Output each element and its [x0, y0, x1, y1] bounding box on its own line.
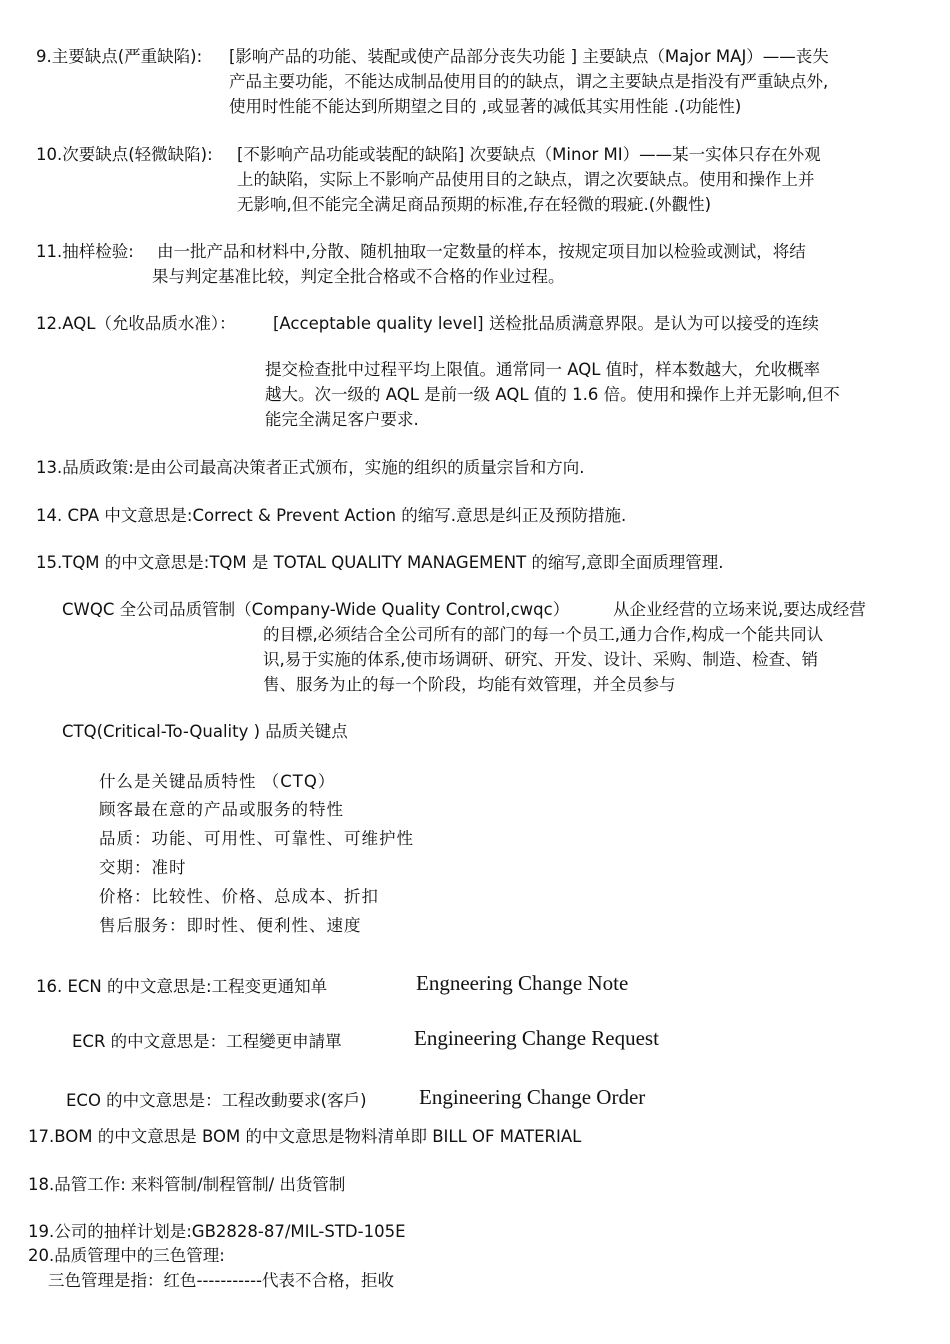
- item-12-line-3: 越大。次一级的 AQL 是前一级 AQL 值的 1.6 倍。使用和操作上并无影响,但不: [265, 385, 840, 404]
- ctq-line-5: 价格：比较性、价格、总成本、折扣: [99, 887, 379, 906]
- ctq-line-6: 售后服务：即时性、便利性、速度: [99, 916, 362, 935]
- ctq-line-1: 什么是关键品质特性 （CTQ）: [99, 772, 336, 791]
- ecr-en: Engineering Change Request: [414, 1026, 659, 1050]
- item-11-line-1: 由一批产品和材料中,分散、随机抽取一定数量的样本，按规定项目加以检验或测试，将结: [157, 242, 806, 261]
- item-16-en: Engneering Change Note: [416, 971, 629, 995]
- eco-cn: ECO 的中文意思是：工程改動要求(客戶): [66, 1091, 367, 1110]
- item-16-cn: 16. ECN 的中文意思是:工程变更通知单: [36, 977, 328, 996]
- item-20: 20.品质管理中的三色管理:: [28, 1246, 225, 1265]
- item-10-line-1: [不影响产品功能或装配的缺陷] 次要缺点（Minor MI）——某一实体只存在外观: [237, 145, 821, 164]
- ctq-line-4: 交期：准时: [99, 858, 187, 877]
- ctq-line-3: 品质：功能、可用性、可靠性、可维护性: [99, 829, 414, 848]
- item-20-line: 三色管理是指：红色-----------代表不合格，拒收: [48, 1271, 394, 1290]
- item-9-line-1: [影响产品的功能、装配或使产品部分丧失功能 ] 主要缺点（Major MAJ）——丧失: [229, 47, 829, 66]
- cwqc-line-2: 的目標,必须结合全公司所有的部门的每一个员工,通力合作,构成一个能共同认: [263, 625, 824, 644]
- cwqc-label: CWQC 全公司品质管制（Company-Wide Quality Control,cwqc）: [62, 600, 570, 619]
- item-9-label: 9.主要缺点(严重缺陷):: [36, 47, 203, 66]
- ctq-title: CTQ(Critical-To-Quality ) 品质关键点: [62, 722, 348, 741]
- item-11-label: 11.抽样检验:: [36, 242, 134, 261]
- item-9-line-2: 产品主要功能，不能达成制品使用目的的缺点，谓之主要缺点是指没有严重缺点外,: [229, 72, 829, 91]
- ctq-line-2: 顾客最在意的产品或服务的特性: [99, 800, 344, 819]
- ecr-cn: ECR 的中文意思是：工程變更申請單: [72, 1032, 342, 1051]
- item-12-label: 12.AQL（允收品质水准）：: [36, 314, 236, 333]
- item-10-label: 10.次要缺点(轻微缺陷):: [36, 145, 213, 164]
- item-11-line-2: 果与判定基准比较，判定全批合格或不合格的作业过程。: [152, 267, 565, 286]
- cwqc-line-3: 识,易于实施的体系,使市场调研、研究、开发、设计、采购、制造、检查、销: [263, 650, 818, 669]
- item-12-line-4: 能完全满足客户要求.: [265, 410, 419, 429]
- item-12-line-2: 提交检查批中过程平均上限值。通常同一 AQL 值时，样本数越大，允收概率: [265, 360, 821, 379]
- cwqc-line-1: 从企业经营的立场来说,要达成经营: [613, 600, 866, 619]
- cwqc-line-4: 售、服务为止的每一个阶段，均能有效管理，并全员参与: [263, 675, 676, 694]
- item-14: 14. CPA 中文意思是:Correct & Prevent Action 的缩写.意思是纠正及预防措施.: [36, 506, 627, 525]
- item-18: 18.品管工作: 来料管制/制程管制/ 出货管制: [28, 1175, 346, 1194]
- item-15: 15.TQM 的中文意思是:TQM 是 TOTAL QUALITY MANAGEMENT 的缩写,意即全面质理管理.: [36, 553, 724, 572]
- item-10-line-2: 上的缺陷，实际上不影响产品使用目的之缺点，谓之次要缺点。使用和操作上并: [237, 170, 815, 189]
- item-10-line-3: 无影响,但不能完全满足商品预期的标准,存在轻微的瑕疵.(外觀性): [237, 195, 712, 214]
- item-12-line-1: [Acceptable quality level] 送检批品质满意界限。是认为可以接受的连续: [273, 314, 819, 333]
- item-13: 13.品质政策:是由公司最高决策者正式颁布，实施的组织的质量宗旨和方向.: [36, 458, 585, 477]
- item-9-line-3: 使用时性能不能达到所期望之目的 ,或显著的减低其实用性能 .(功能性): [229, 97, 742, 116]
- item-17: 17.BOM 的中文意思是 BOM 的中文意思是物料清单即 BILL OF MATERIAL: [28, 1127, 582, 1146]
- item-19: 19.公司的抽样计划是:GB2828-87/MIL-STD-105E: [28, 1222, 406, 1241]
- eco-en: Engineering Change Order: [419, 1085, 646, 1109]
